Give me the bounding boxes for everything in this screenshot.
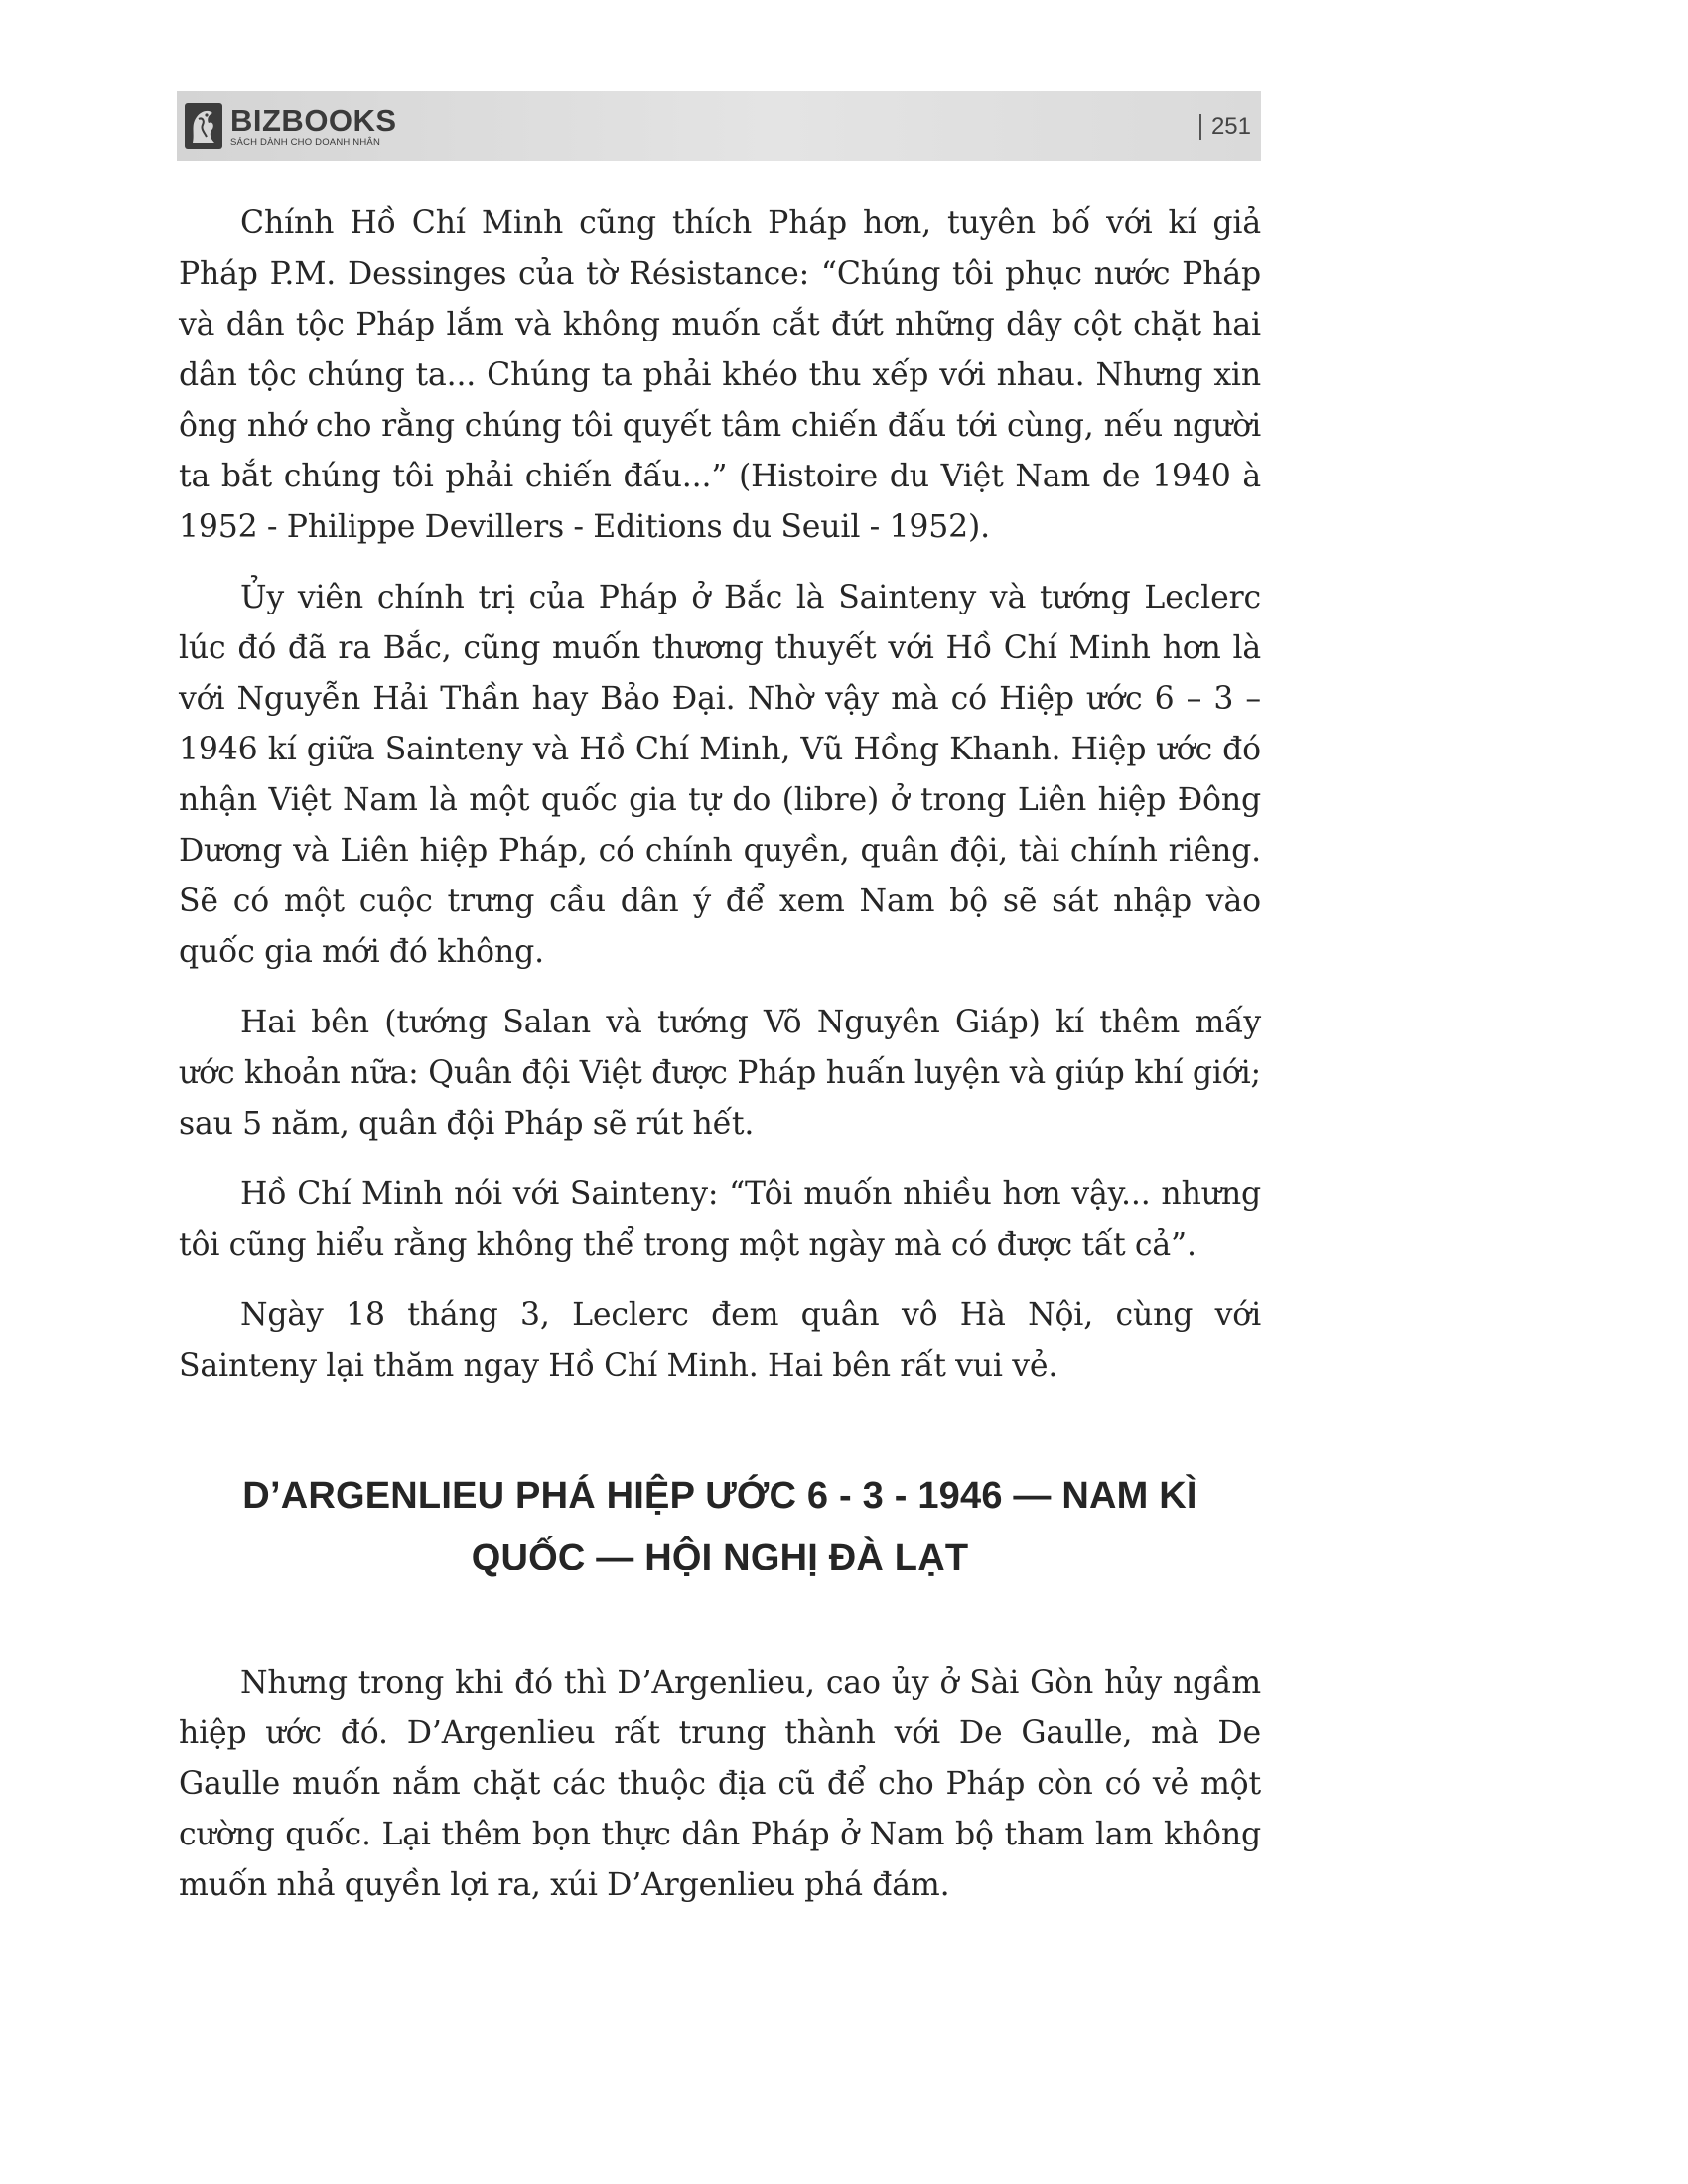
page-number-value: 251 [1210, 113, 1251, 140]
section-heading-line: D’ARGENLIEU PHÁ HIỆP ƯỚC 6 - 3 - 1946 — NAM KÌ [242, 1475, 1197, 1517]
publisher-logo [185, 99, 397, 153]
section-heading [179, 1465, 1261, 1588]
brand-name: BIZBOOKS [230, 102, 397, 138]
body-paragraph: Nhưng trong khi đó thì D’Argenlieu, cao ủy ở Sài Gòn hủy ngầm hiệp ước đó. D’Argenlieu rất trung thành với De Gaulle, mà De Gaulle muốn nắm chặt các thuộc địa cũ để cho Pháp còn có vẻ một cường quốc. Lại thêm bọn thực dân Pháp ở Nam bộ tham lam không muốn nhả quyền lợi ra, xúi D’Argenlieu phá đám. [179, 1665, 1261, 1903]
page-header [177, 91, 1261, 161]
body-paragraph: Hai bên (tướng Salan và tướng Võ Nguyên Giáp) kí thêm mấy ước khoản nữa: Quân đội Việt được Pháp huấn luyện và giúp khí giới; sau 5 năm, quân đội Pháp sẽ rút hết. [179, 1005, 1261, 1142]
brand-tagline: SÁCH DÀNH CHO DOANH NHÂN [230, 136, 381, 148]
section-heading-line: QUỐC — HỘI NGHỊ ĐÀ LẠT [471, 1537, 969, 1578]
page-number-divider [1199, 114, 1201, 140]
body-paragraph: Ngày 18 tháng 3, Leclerc đem quân vô Hà Nội, cùng với Sainteny lại thăm ngay Hồ Chí Minh. Hai bên rất vui vẻ. [179, 1297, 1261, 1384]
body-paragraph: Hồ Chí Minh nói với Sainteny: “Tôi muốn nhiều hơn vậy... nhưng tôi cũng hiểu rằng không thể trong một ngày mà có được tất cả”. [179, 1176, 1261, 1263]
page-number [1199, 113, 1251, 141]
body-paragraph: Chính Hồ Chí Minh cũng thích Pháp hơn, tuyên bố với kí giả Pháp P.M. Dessinges của tờ Résistance: “Chúng tôi phục nước Pháp và dân tộc Pháp lắm và không muốn cắt đứt những dây cột chặt hai dân tộc chúng ta... Chúng ta phải khéo thu xếp với nhau. Nhưng xin ông nhớ cho rằng chúng tôi quyết tâm chiến đấu tới cùng, nếu người ta bắt chúng tôi phải chiến đấu...” (Histoire du Việt Nam de 1940 à 1952 - Philippe Devillers - Editions du Seuil - 1952). [179, 205, 1261, 545]
page-body [179, 199, 1261, 1931]
body-paragraph: Ủy viên chính trị của Pháp ở Bắc là Sainteny và tướng Leclerc lúc đó đã ra Bắc, cũng muốn thương thuyết với Hồ Chí Minh hơn là với Nguyễn Hải Thần hay Bảo Đại. Nhờ vậy mà có Hiệp ước 6 – 3 – 1946 kí giữa Sainteny và Hồ Chí Minh, Vũ Hồng Khanh. Hiệp ước đó nhận Việt Nam là một quốc gia tự do (libre) ở trong Liên hiệp Đông Dương và Liên hiệp Pháp, có chính quyền, quân đội, tài chính riêng. Sẽ có một cuộc trưng cầu dân ý để xem Nam bộ sẽ sát nhập vào quốc gia mới đó không. [179, 580, 1261, 970]
bizbooks-logo-icon [185, 103, 222, 149]
